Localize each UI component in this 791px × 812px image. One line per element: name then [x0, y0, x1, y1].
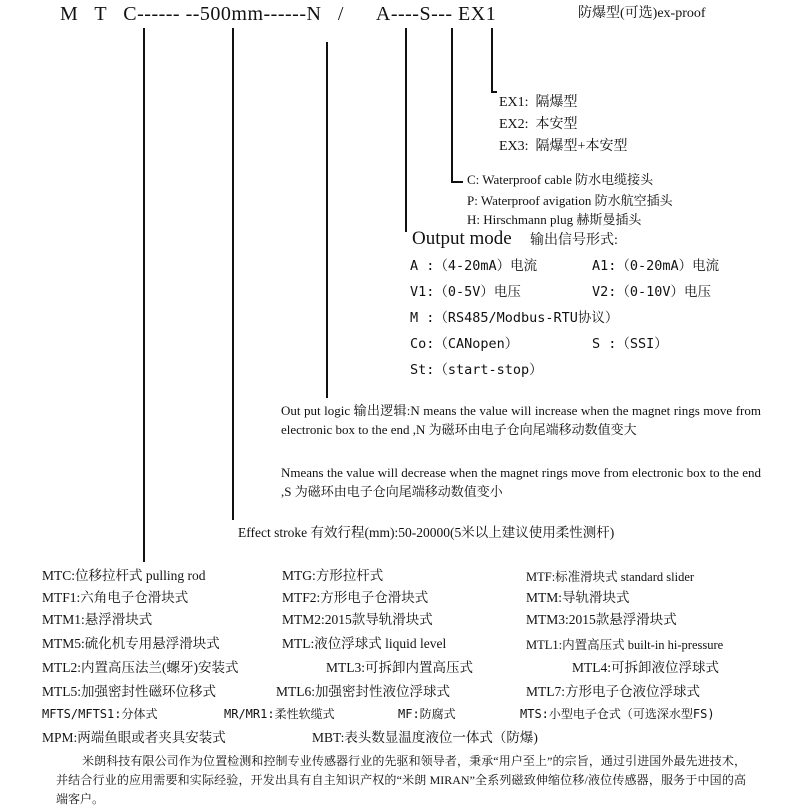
connector-option: H: Hirschmann plug 赫斯曼插头: [467, 212, 642, 227]
model-item: MTM2:2015款导轨滑块式: [282, 612, 433, 627]
model-item: MTF:标准滑块式 standard slider: [526, 570, 695, 584]
company-note: 米朗科技有限公司作为位置检测和控制专业传感器行业的先驱和领导者，秉承“用户至上”的宗旨，通过引进国外最先进技术，并结合行业的应用需要和实际经验，开发出具有自主知识产权的“米朗 MIRAN”全系列磁致伸缩位移/液位传感器，服务于中国的高端客户。: [56, 754, 746, 806]
model-item: MTM1:悬浮滑块式: [42, 612, 153, 627]
model-item: MBT:表头数显温度液位一体式（防爆): [312, 730, 538, 745]
model-item: MTF2:方形电子仓滑块式: [282, 590, 429, 605]
output-mode-item: S :（SSI）: [592, 336, 668, 352]
model-item: MTL7:方形电子仓液位浮球式: [526, 684, 700, 699]
model-item: MTL:液位浮球式 liquid level: [282, 636, 447, 651]
output-mode-item: A1:（0-20mA）电流: [592, 258, 720, 274]
ex-proof-label: 防爆型(可选)ex-proof: [578, 6, 706, 21]
connector-option: P: Waterproof avigation 防水航空插头: [467, 193, 673, 208]
leader-line-logic: [326, 42, 328, 398]
model-item: MTL5:加强密封性磁环位移式: [42, 684, 216, 699]
ex-option: EX3: 隔爆型+本安型: [499, 139, 628, 154]
output-mode-title: Output mode: [412, 228, 512, 249]
connector-option: C: Waterproof cable 防水电缆接头: [467, 172, 654, 187]
ex-option: EX1: 隔爆型: [499, 95, 578, 110]
leader-line-output-mode: [405, 28, 407, 232]
model-item: MTG:方形拉杆式: [282, 568, 384, 583]
leader-line-ex: [491, 28, 493, 92]
output-mode-item: M :（RS485/Modbus-RTU协议）: [410, 310, 619, 326]
model-item: MF:防腐式: [398, 707, 456, 721]
output-mode-item: St:（start-stop）: [410, 362, 543, 378]
leader-line-connector-h: [451, 181, 463, 183]
output-mode-item: V1:（0-5V）电压: [410, 284, 521, 300]
leader-line-ex-h: [491, 91, 497, 93]
output-mode-item: Co:（CANopen）: [410, 336, 519, 352]
model-item: MPM:两端鱼眼或者夹具安装式: [42, 730, 226, 745]
model-item: MTM3:2015款悬浮滑块式: [526, 612, 677, 627]
output-logic-decrease: Nmeans the value will decrease when the magnet rings move from electronic box to the end ,S 为磁环由电子仓向尾端移动数值变小: [281, 465, 761, 499]
model-code-line: M T C------ --500mm------N / A----S--- EX1: [60, 3, 497, 25]
model-item: MTM:导轨滑块式: [526, 590, 630, 605]
model-item: MTC:位移拉杆式 pulling rod: [42, 568, 206, 583]
model-item: MTL3:可拆卸内置高压式: [326, 660, 473, 675]
model-item: MTM5:硫化机专用悬浮滑块式: [42, 636, 220, 651]
leader-line-connector: [451, 28, 453, 182]
model-item: MR/MR1:柔性软缆式: [224, 707, 335, 721]
output-mode-item: A :（4-20mA）电流: [410, 258, 538, 274]
output-logic-increase: Out put logic 输出逻辑:N means the value will increase when the magnet rings move from electronic box to the end ,N 为磁环由电子仓向尾端移动数值变大: [281, 403, 761, 437]
model-item: MTS:小型电子仓式（可选深水型FS): [520, 707, 715, 721]
leader-line-model: [143, 28, 145, 562]
output-mode-title-cn: 输出信号形式:: [530, 233, 618, 248]
model-item: MTL6:加强密封性液位浮球式: [276, 684, 450, 699]
leader-line-stroke: [232, 28, 234, 520]
model-item: MTL4:可拆卸液位浮球式: [572, 660, 719, 675]
effect-stroke: Effect stroke 有效行程(mm):50-20000(5米以上建议使用柔性测杆): [238, 525, 615, 540]
model-item: MTL1:内置高压式 built-in hi-pressure: [526, 638, 724, 652]
model-item: MTF1:六角电子仓滑块式: [42, 590, 189, 605]
output-mode-item: V2:（0-10V）电压: [592, 284, 712, 300]
ex-option: EX2: 本安型: [499, 117, 578, 132]
model-item: MTL2:内置高压法兰(螺牙)安装式: [42, 660, 239, 675]
model-item: MFTS/MFTS1:分体式: [42, 707, 158, 721]
